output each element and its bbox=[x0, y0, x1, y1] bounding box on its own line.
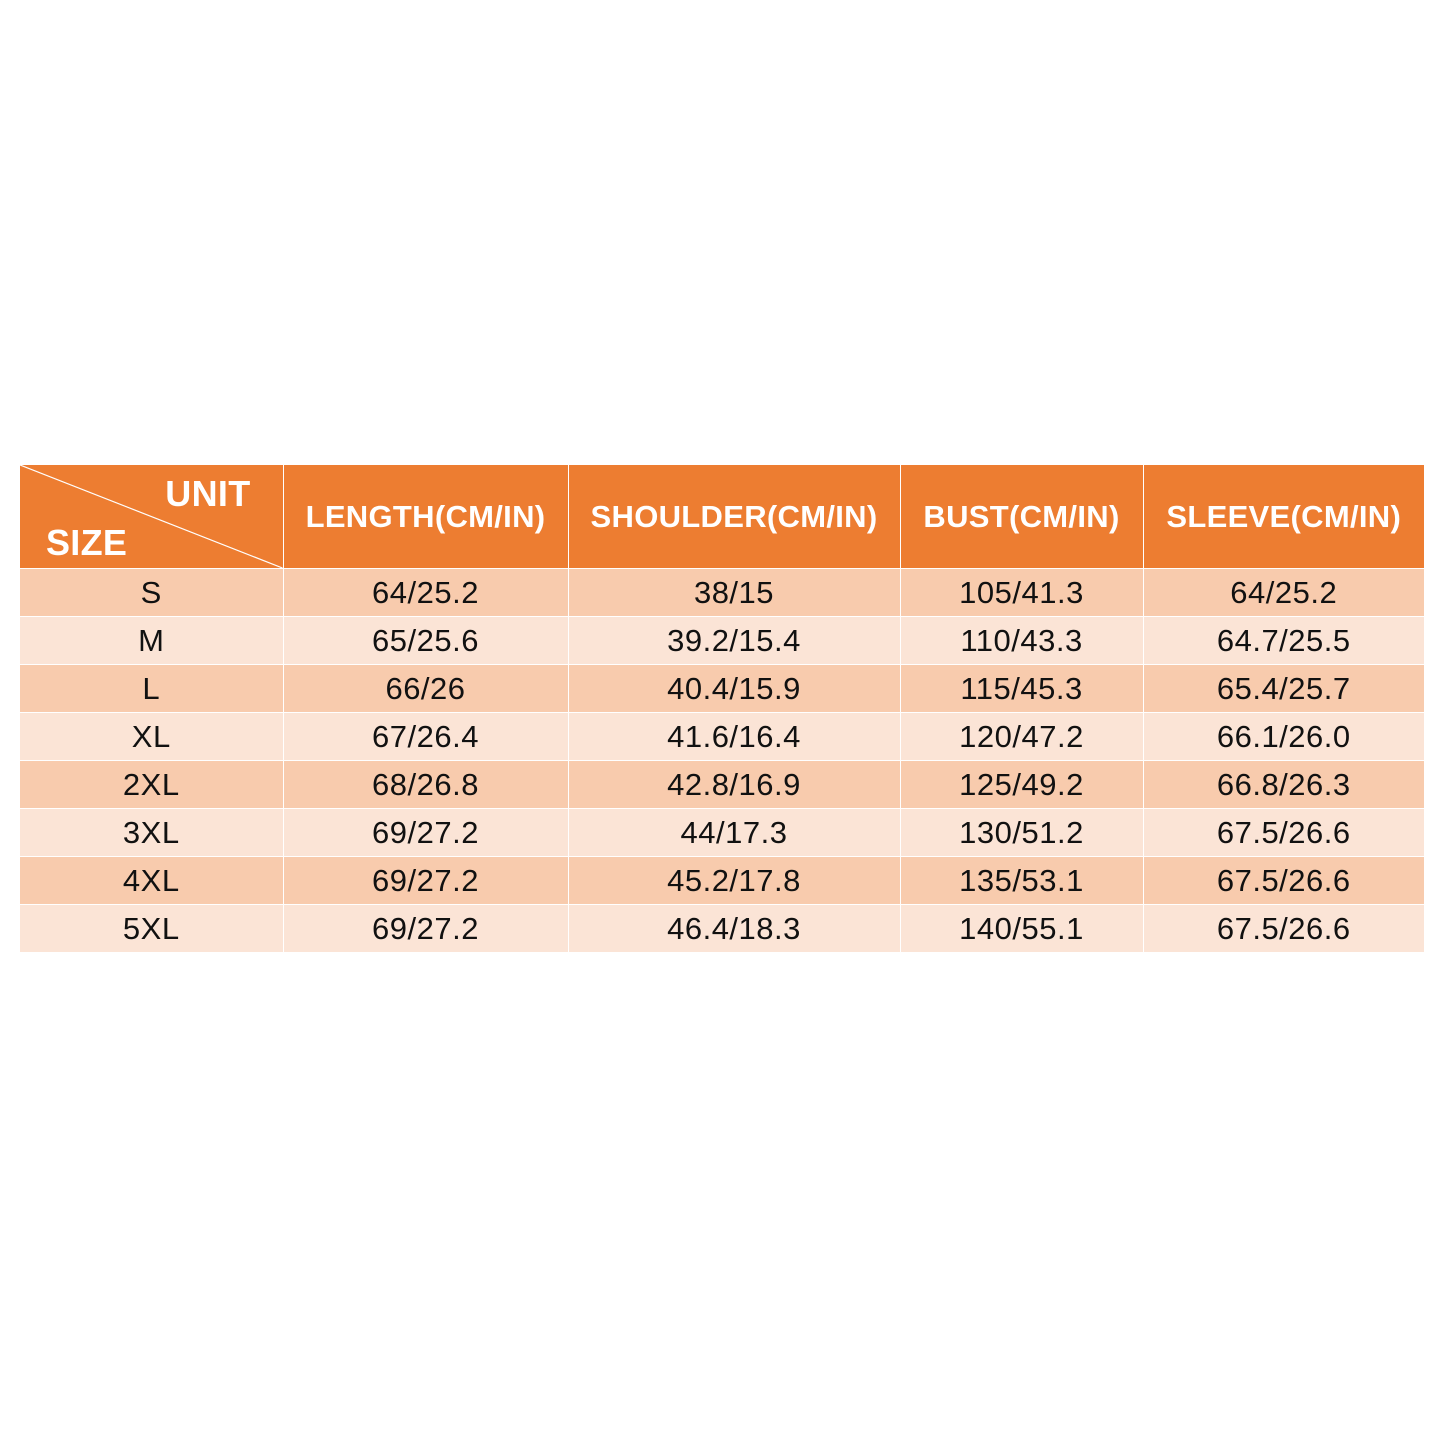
size-cell: 3XL bbox=[20, 809, 283, 857]
size-cell: XL bbox=[20, 713, 283, 761]
sleeve-cell: 67.5/26.6 bbox=[1143, 905, 1424, 953]
table-row bbox=[20, 713, 1424, 761]
bust-cell: 115/45.3 bbox=[900, 665, 1143, 713]
shoulder-cell: 44/17.3 bbox=[568, 809, 900, 857]
sleeve-cell: 67.5/26.6 bbox=[1143, 809, 1424, 857]
column-header-sleeve: SLEEVE(CM/IN) bbox=[1143, 465, 1424, 569]
sleeve-cell: 64.7/25.5 bbox=[1143, 617, 1424, 665]
sleeve-cell: 66.8/26.3 bbox=[1143, 761, 1424, 809]
shoulder-cell: 46.4/18.3 bbox=[568, 905, 900, 953]
shoulder-cell: 45.2/17.8 bbox=[568, 857, 900, 905]
corner-header-cell bbox=[20, 465, 283, 569]
size-cell: L bbox=[20, 665, 283, 713]
table-row bbox=[20, 665, 1424, 713]
size-cell: 2XL bbox=[20, 761, 283, 809]
sleeve-cell: 66.1/26.0 bbox=[1143, 713, 1424, 761]
corner-size-label: SIZE bbox=[46, 522, 128, 563]
shoulder-cell: 39.2/15.4 bbox=[568, 617, 900, 665]
bust-cell: 110/43.3 bbox=[900, 617, 1143, 665]
length-cell: 66/26 bbox=[283, 665, 568, 713]
length-cell: 64/25.2 bbox=[283, 569, 568, 617]
length-cell: 68/26.8 bbox=[283, 761, 568, 809]
bust-cell: 140/55.1 bbox=[900, 905, 1143, 953]
table-row bbox=[20, 761, 1424, 809]
table-row bbox=[20, 905, 1424, 953]
sleeve-cell: 67.5/26.6 bbox=[1143, 857, 1424, 905]
bust-cell: 125/49.2 bbox=[900, 761, 1143, 809]
shoulder-cell: 38/15 bbox=[568, 569, 900, 617]
bust-cell: 120/47.2 bbox=[900, 713, 1143, 761]
bust-cell: 135/53.1 bbox=[900, 857, 1143, 905]
column-header-shoulder: SHOULDER(CM/IN) bbox=[568, 465, 900, 569]
table-row bbox=[20, 617, 1424, 665]
table-row bbox=[20, 809, 1424, 857]
size-chart-table bbox=[20, 465, 1424, 953]
length-cell: 69/27.2 bbox=[283, 857, 568, 905]
shoulder-cell: 41.6/16.4 bbox=[568, 713, 900, 761]
table-row bbox=[20, 569, 1424, 617]
length-cell: 67/26.4 bbox=[283, 713, 568, 761]
table-row bbox=[20, 857, 1424, 905]
size-cell: M bbox=[20, 617, 283, 665]
size-cell: 5XL bbox=[20, 905, 283, 953]
bust-cell: 105/41.3 bbox=[900, 569, 1143, 617]
corner-unit-label: UNIT bbox=[165, 473, 251, 514]
length-cell: 69/27.2 bbox=[283, 809, 568, 857]
shoulder-cell: 40.4/15.9 bbox=[568, 665, 900, 713]
column-header-length: LENGTH(CM/IN) bbox=[283, 465, 568, 569]
size-cell: S bbox=[20, 569, 283, 617]
size-cell: 4XL bbox=[20, 857, 283, 905]
bust-cell: 130/51.2 bbox=[900, 809, 1143, 857]
length-cell: 69/27.2 bbox=[283, 905, 568, 953]
shoulder-cell: 42.8/16.9 bbox=[568, 761, 900, 809]
length-cell: 65/25.6 bbox=[283, 617, 568, 665]
sleeve-cell: 64/25.2 bbox=[1143, 569, 1424, 617]
column-header-bust: BUST(CM/IN) bbox=[900, 465, 1143, 569]
header-row bbox=[20, 465, 1424, 569]
sleeve-cell: 65.4/25.7 bbox=[1143, 665, 1424, 713]
